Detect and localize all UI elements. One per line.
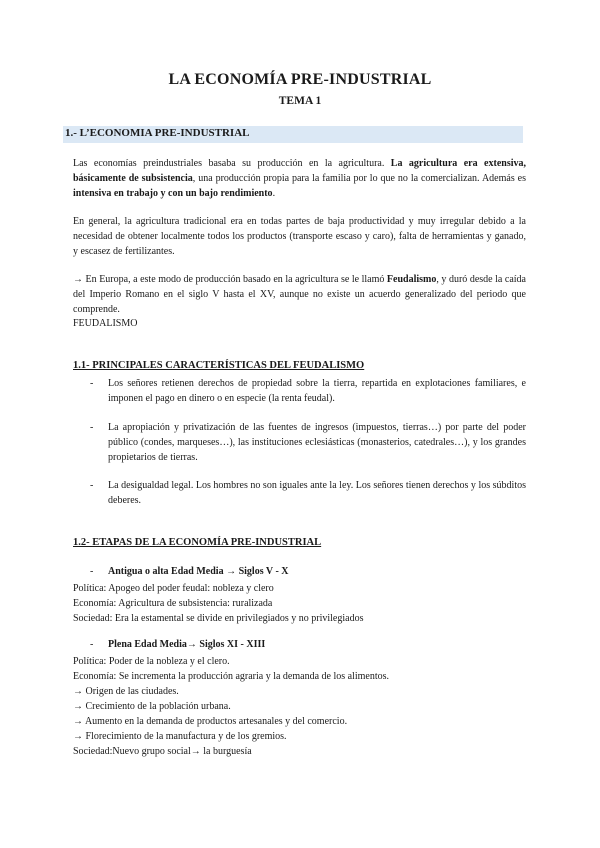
paragraph-1 <box>73 156 526 201</box>
stage-2-line: → Aumento en la demanda de productos artesanales y del comercio. <box>73 716 348 727</box>
list-item <box>90 376 526 406</box>
stage-2-line: Economía: Se incrementa la producción agraria y la demanda de los alimentos. <box>73 671 389 682</box>
stage-1-line: Economía: Agricultura de subsistencia: ruralizada <box>73 598 273 609</box>
bullet-dash: - <box>90 480 94 491</box>
p3-text-c: , y duró desde la caída del Imperio Romano en el siglo V hasta el XV, aunque no existe un acuerdo generalizado del periodo que comprende. <box>73 274 526 315</box>
p1-text-a: Las economías preindustriales basaba su producción en la agricultura. <box>73 158 391 169</box>
bullet-dash: - <box>90 422 94 433</box>
section-1-2-heading: 1.2- ETAPAS DE LA ECONOMÍA PRE-INDUSTRIAL <box>73 537 322 548</box>
paragraph-3 <box>73 272 526 317</box>
bullet-text: La desigualdad legal. Los hombres no son iguales ante la ley. Los señores tienen derechos y los súbditos deberes. <box>108 480 526 506</box>
bullet-text: Los señores retienen derechos de propiedad sobre la tierra, repartida en explotaciones familiares, e imponen el pago en dinero o en especie (la renta feudal). <box>108 378 526 404</box>
stage-2-line: Política: Poder de la nobleza y el clero. <box>73 656 230 667</box>
document-subtitle: TEMA 1 <box>278 95 322 107</box>
p1-bold-b: La agricultura era extensiva, básicamente de subsistencia <box>73 158 526 184</box>
paragraph-2: En general, la agricultura tradicional era en todas partes de baja productividad y muy irregular debido a la necesidad de obtener localmente todos los productos (transporte escaso y caro), falta de herramientas y ganado, y escasez de fertilizantes. <box>73 216 526 257</box>
stage-2-title <box>90 639 265 650</box>
section-1-heading-bar <box>63 126 523 143</box>
stage-1-line: Política: Apogeo del poder feudal: nobleza y clero <box>73 583 274 594</box>
list-item <box>90 420 526 465</box>
stage-2-line: Sociedad:Nuevo grupo social→ la burguesía <box>73 746 252 757</box>
list-item <box>90 478 526 508</box>
bullet-text: La apropiación y privatización de las fuentes de ingresos (impuestos, tierras…) por parte del poder público (condes, marqueses…), las instituciones eclesiásticas (monasterios, catedrales…), y los grandes propietarios de tierras. <box>108 422 526 463</box>
bullet-dash: - <box>90 566 94 577</box>
section-1-1-heading: 1.1- PRINCIPALES CARACTERÍSTICAS DEL FEUDALISMO <box>73 360 365 371</box>
stage-1-title-text: Antigua o alta Edad Media → Siglos V - X <box>108 566 289 577</box>
bullet-dash: - <box>90 378 94 389</box>
stage-2-title-text: Plena Edad Media→ Siglos XI - XIII <box>108 639 266 650</box>
p1-text-c: , una producción propia para la familia por lo que no la comercializan. Además es <box>192 173 526 184</box>
stage-1-title <box>90 566 289 577</box>
p3-text-a: → En Europa, a este modo de producción basado en la agricultura se le llamó <box>73 274 387 285</box>
stage-2-line: → Florecimiento de la manufactura y de los gremios. <box>73 731 287 742</box>
document-title: LA ECONOMÍA PRE-INDUSTRIAL <box>168 71 432 88</box>
feudalismo-label: FEUDALISMO <box>73 318 138 329</box>
stage-1-line: Sociedad: Era la estamental se divide en privilegiados y no privilegiados <box>73 613 364 624</box>
section-1-heading: 1.- L’ECONOMIA PRE-INDUSTRIAL <box>65 127 250 139</box>
stage-2-line: → Crecimiento de la población urbana. <box>73 701 231 712</box>
p1-text-e: . <box>272 188 276 199</box>
p1-bold-d: intensiva en trabajo y con un bajo rendimiento <box>73 188 273 199</box>
stage-2-line: → Origen de las ciudades. <box>73 686 179 697</box>
p3-bold-b: Feudalismo <box>386 274 437 285</box>
bullet-dash: - <box>90 639 94 650</box>
